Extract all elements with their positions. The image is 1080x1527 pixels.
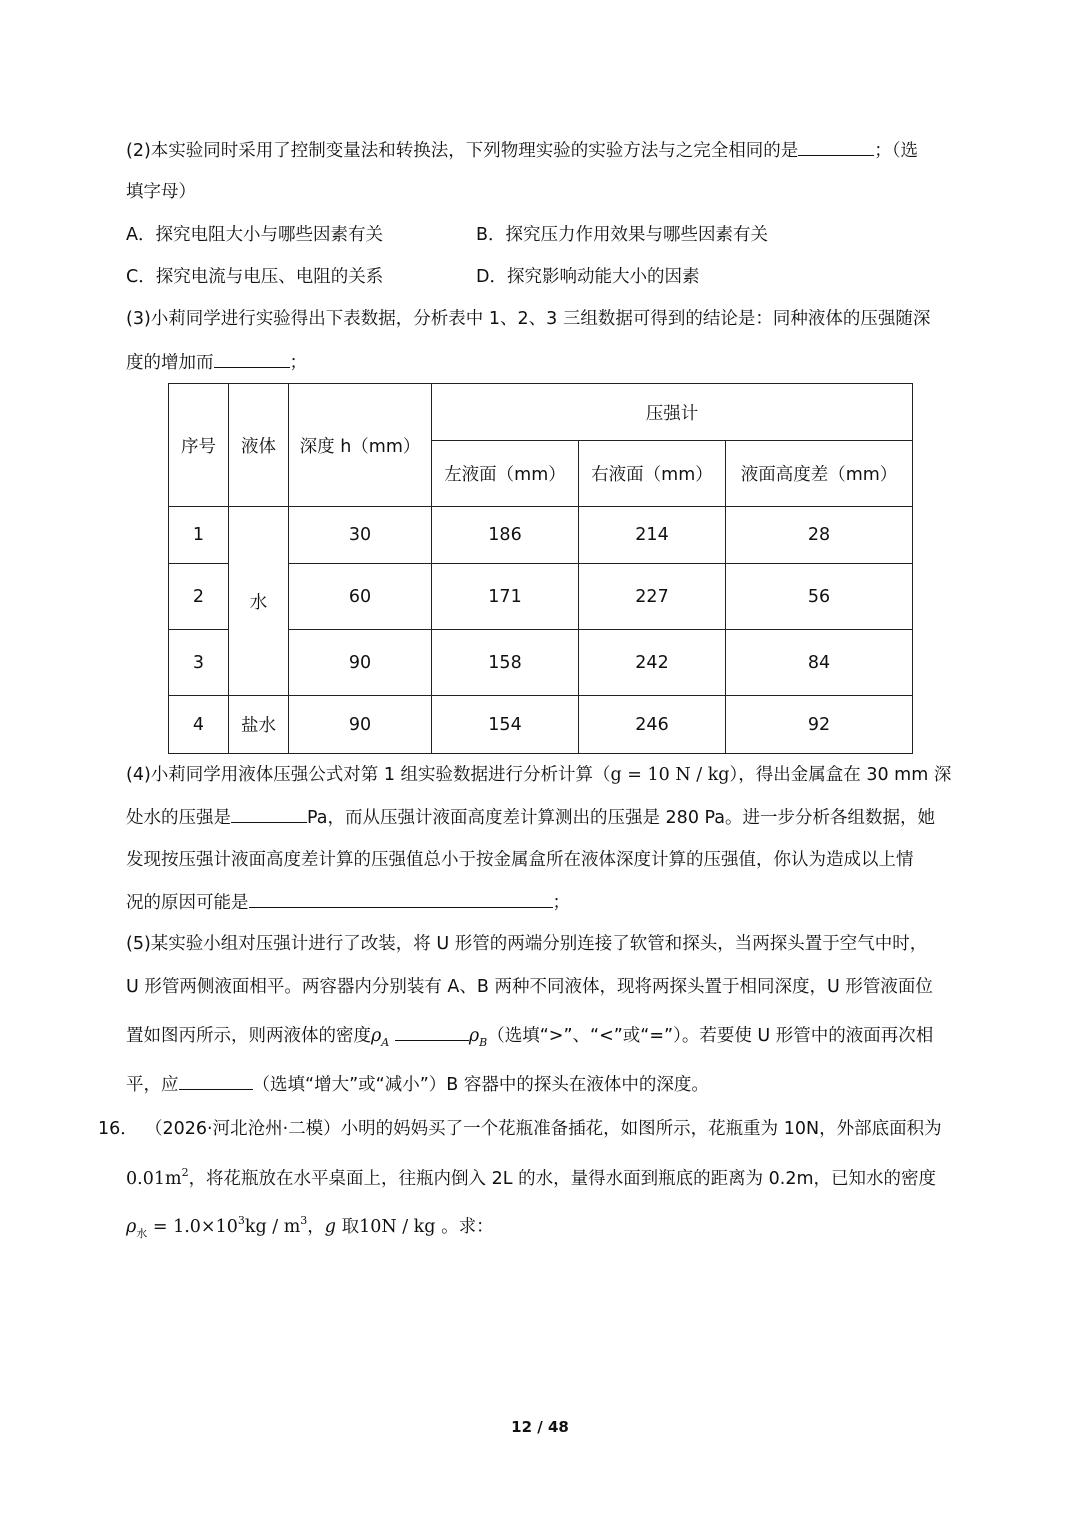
cell-index: 3 (169, 630, 229, 696)
cell-left: 186 (432, 507, 579, 564)
q16-line-1: （2026·河北沧州·二模）小明的妈妈买了一个花瓶准备插花，如图所示，花瓶重为 10N，外部底面积为 (145, 1119, 942, 1139)
q5-line-4: 平，应 （选填“增大”或“减小”）B 容器中的探头在液体中的深度。 (126, 1071, 982, 1098)
cell-right: 242 (579, 630, 726, 696)
cell-depth: 30 (289, 507, 432, 564)
q2-line-2: 填字母） (126, 182, 196, 202)
q2-option-d: D．探究影响动能大小的因素 (476, 267, 700, 287)
cell-index: 1 (169, 507, 229, 564)
cell-diff: 84 (726, 630, 913, 696)
cell-liquid-saltwater: 盐水 (229, 696, 289, 754)
q5-line-3: 置如图丙所示，则两液体的密度$\rho_A$ $\rho_B$（选填“>”、“<”或“=”）。若要使 U 形管中的液面再次相 (126, 1022, 982, 1056)
q4-line-3: 发现按压强计液面高度差计算的压强值总小于按金属盒所在液体深度计算的压强值，你认为造成以上情 (126, 850, 914, 870)
cell-left: 158 (432, 630, 579, 696)
cell-depth: 90 (289, 696, 432, 754)
q2-option-c: C．探究电流与电压、电阻的关系 (126, 267, 384, 287)
q3-line-1: (3)小莉同学进行实验得出下表数据，分析表中 1、2、3 三组数据可得到的结论是：同种液体的压强随深 (126, 309, 931, 329)
cell-depth: 60 (289, 564, 432, 630)
q2-answer-blank[interactable] (798, 137, 874, 156)
cell-index: 2 (169, 564, 229, 630)
cell-diff: 56 (726, 564, 913, 630)
q4-line-1: (4)小莉同学用液体压强公式对第 1 组实验数据进行分析计算（g = 10 N / kg），得出金属盒在 30 mm 深 (126, 765, 952, 785)
rho-b-symbol: $\rho_B$ (468, 1026, 488, 1049)
header-liquid: 液体 (229, 384, 289, 507)
cell-diff: 92 (726, 696, 913, 754)
header-diff: 液面高度差（mm） (726, 441, 913, 507)
q3-answer-blank[interactable] (214, 349, 290, 368)
q2-line-1: (2)本实验同时采用了控制变量法和转换法，下列物理实验的实验方法与之完全相同的是 ；（选 (126, 137, 982, 164)
cell-right: 214 (579, 507, 726, 564)
q4-line-4: 况的原因可能是 ； (126, 889, 982, 916)
q5-depth-blank[interactable] (179, 1071, 253, 1090)
q4-line-2: 处水的压强是 Pa，而从压强计液面高度差计算测出的压强是 280 Pa。进一步分析各组数据，她 (126, 804, 982, 831)
header-right: 右液面（mm） (579, 441, 726, 507)
data-table (168, 383, 913, 754)
header-left: 左液面（mm） (432, 441, 579, 507)
q2-option-b: B．探究压力作用效果与哪些因素有关 (476, 225, 769, 245)
gravity-formula: g = 10 N / kg (610, 765, 730, 785)
table-row (169, 507, 913, 564)
q2-option-a: A．探究电阻大小与哪些因素有关 (126, 225, 383, 245)
header-index: 序号 (169, 384, 229, 507)
cell-index: 4 (169, 696, 229, 754)
table-header-row-1 (169, 384, 913, 441)
cell-diff: 28 (726, 507, 913, 564)
rho-a-symbol: $\rho_A$ (371, 1026, 390, 1049)
q5-density-compare-blank[interactable] (395, 1022, 469, 1041)
q5-line-2: U 形管两侧液面相平。两容器内分别装有 A、B 两种不同液体，现将两探头置于相同深度，U 形管液面位 (126, 977, 933, 997)
header-gauge: 压强计 (432, 384, 913, 441)
q3-line-2: 度的增加而 ； (126, 349, 982, 376)
water-density-formula: $\rho_水 = 1.0\times 10^3kg / m^3$ (126, 1214, 308, 1240)
q16-line-3: $\rho_水 = 1.0\times 10^3kg / m^3$，g 取10N / kg 。求： (126, 1214, 494, 1240)
area-value: $0.01m^2$ (126, 1166, 189, 1189)
q4-reason-blank[interactable] (249, 889, 553, 908)
cell-left: 171 (432, 564, 579, 630)
q5-line-1: (5)某实验小组对压强计进行了改装，将 U 形管的两端分别连接了软管和探头，当两探头置于空气中时， (126, 934, 928, 954)
cell-depth: 90 (289, 630, 432, 696)
table-row (169, 696, 913, 754)
q16-line-2: $0.01m^2$，将花瓶放在水平桌面上，往瓶内倒入 2L 的水，量得水面到瓶底的距离为 0.2m，已知水的密度 (126, 1166, 937, 1189)
question-number-16: 16． (98, 1119, 138, 1139)
q4-pressure-blank[interactable] (231, 804, 307, 823)
cell-right: 246 (579, 696, 726, 754)
cell-liquid-water: 水 (229, 507, 289, 696)
cell-left: 154 (432, 696, 579, 754)
cell-right: 227 (579, 564, 726, 630)
page-number: 12 / 48 (511, 1418, 569, 1436)
header-depth: 深度 h（mm） (289, 384, 432, 507)
